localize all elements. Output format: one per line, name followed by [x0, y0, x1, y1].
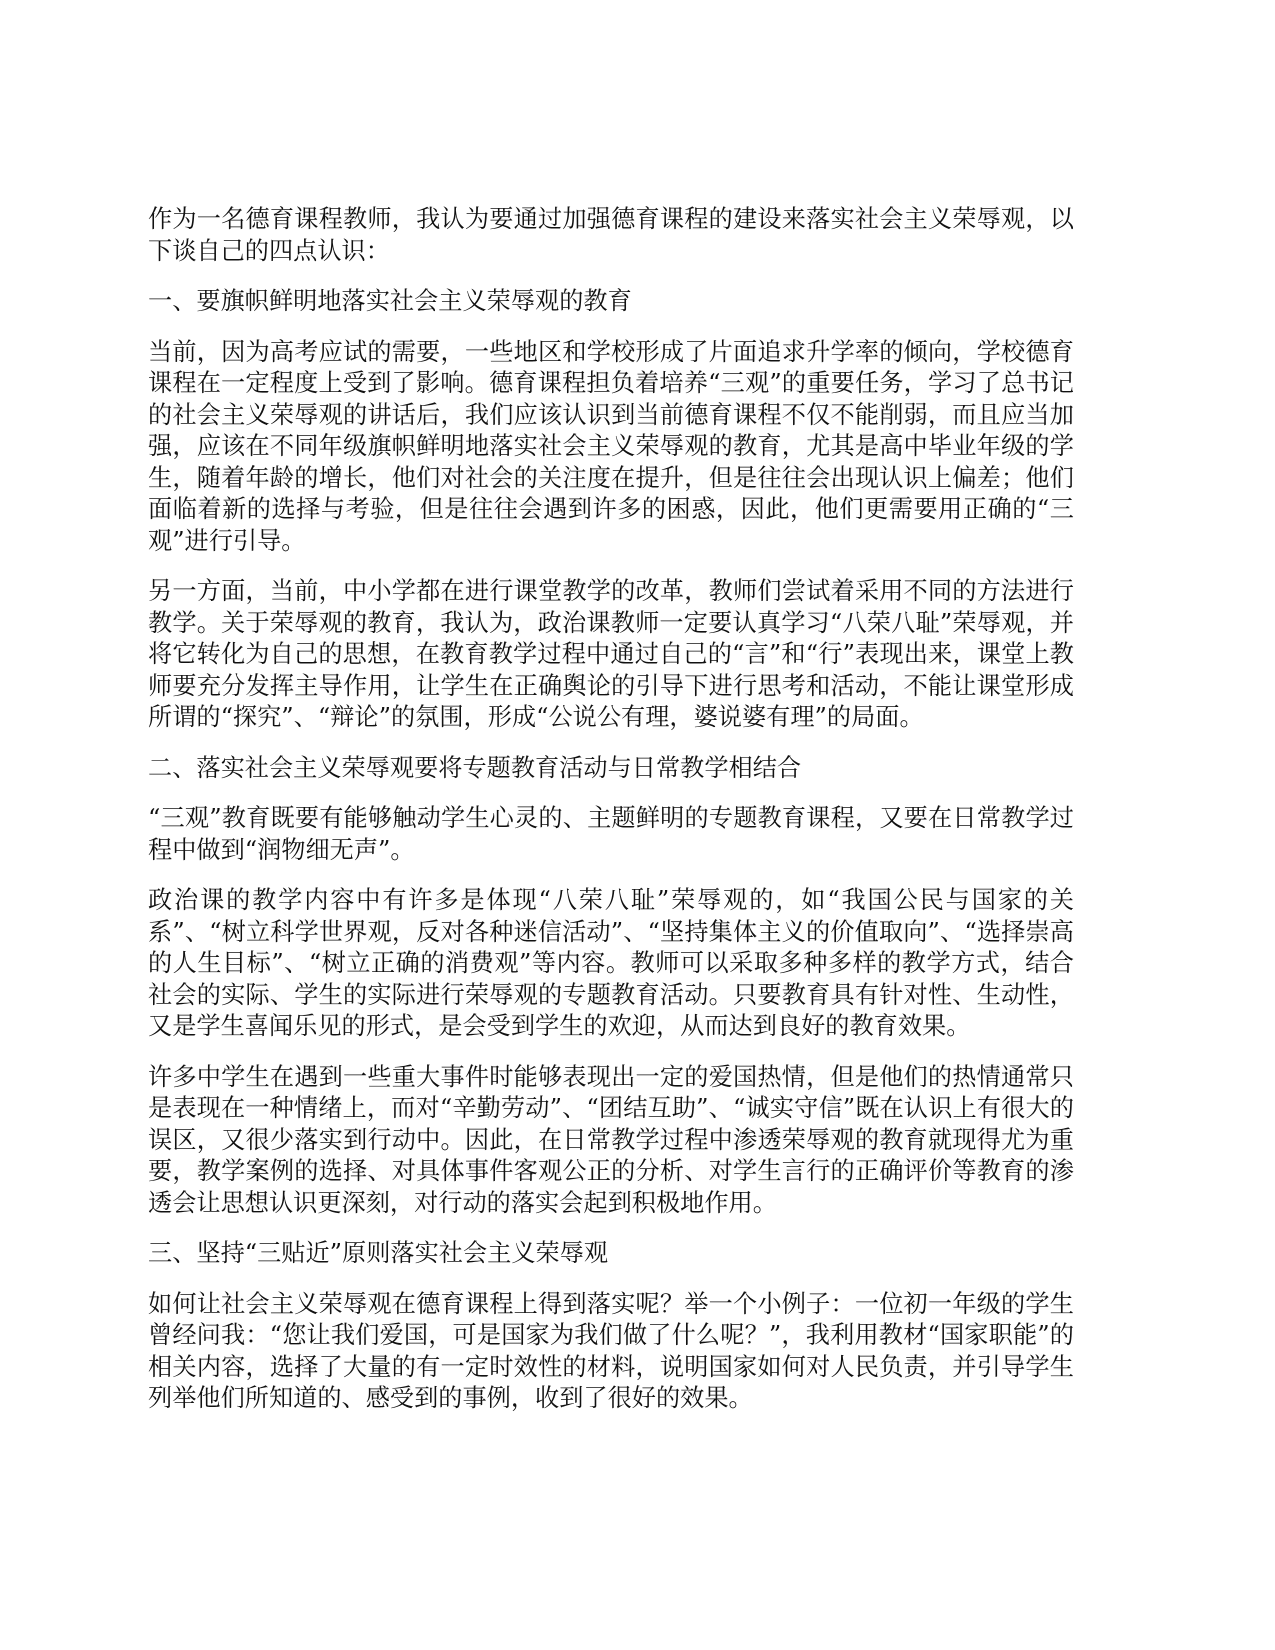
- paragraph-body: 当前，因为高考应试的需要，一些地区和学校形成了片面追求升学率的倾向，学校德育课程在一定程度上受到了影响。德育课程担负着培养“三观”的重要任务，学习了总书记的社会主义荣辱观的讲话后，我们应该认识到当前德育课程不仅不能削弱，而且应当加强，应该在不同年级旗帜鲜明地落实社会主义荣辱观的教育，尤其是高中毕业年级的学生，随着年龄的增长，他们对社会的关注度在提升，但是往往会出现认识上偏差；他们面临着新的选择与考验，但是往往会遇到许多的困惑，因此，他们更需要用正确的“三观”进行引导。: [148, 337, 1074, 555]
- paragraph-body: “三观”教育既要有能够触动学生心灵的、主题鲜明的专题教育课程，又要在日常教学过程中做到“润物细无声”。: [148, 804, 1074, 864]
- paragraph-intro: 作为一名德育课程教师，我认为要通过加强德育课程的建设来落实社会主义荣辱观，以下谈自己的四点认识：: [148, 205, 1074, 265]
- paragraph-body: 许多中学生在遇到一些重大事件时能够表现出一定的爱国热情，但是他们的热情通常只是表现在一种情绪上，而对“辛勤劳动”、“团结互助”、“诚实守信”既在认识上有很大的误区，又很少落实到行动中。因此，在日常教学过程中渗透荣辱观的教育就现得尤为重要，教学案例的选择、对具体事件客观公正的分析、对学生言行的正确评价等教育的渗透会让思想认识更深刻，对行动的落实会起到积极地作用。: [148, 1062, 1074, 1217]
- paragraph-body: 如何让社会主义荣辱观在德育课程上得到落实呢？举一个小例子：一位初一年级的学生曾经问我：“您让我们爱国，可是国家为我们做了什么呢？”，我利用教材“国家职能”的相关内容，选择了大量的有一定时效性的材料，说明国家如何对人民负责，并引导学生列举他们所知道的、感受到的事例，收到了很好的效果。: [148, 1289, 1074, 1412]
- document-body: [148, 204, 1074, 1434]
- section-heading-2: 二、落实社会主义荣辱观要将专题教育活动与日常教学相结合: [148, 753, 802, 782]
- section-heading-3: 三、坚持“三贴近”原则落实社会主义荣辱观: [148, 1239, 609, 1267]
- section-heading-1: 一、要旗帜鲜明地落实社会主义荣辱观的教育: [148, 287, 632, 315]
- paragraph-body: 另一方面，当前，中小学都在进行课堂教学的改革，教师们尝试着采用不同的方法进行教学。关于荣辱观的教育，我认为，政治课教师一定要认真学习“八荣八耻”荣辱观，并将它转化为自己的思想，在教育教学过程中通过自己的“言”和“行”表现出来，课堂上教师要充分发挥主导作用，让学生在正确舆论的引导下进行思考和活动，不能让课堂形成所谓的“探究”、“辩论”的氛围，形成“公说公有理，婆说婆有理”的局面。: [148, 577, 1074, 731]
- paragraph-body: 政治课的教学内容中有许多是体现“八荣八耻”荣辱观的，如“我国公民与国家的关系”、“树立科学世界观，反对各种迷信活动”、“坚持集体主义的价值取向”、“选择崇高的人生目标”、“树立正确的消费观”等内容。教师可以采取多种多样的教学方式，结合社会的实际、学生的实际进行荣辱观的专题教育活动。只要教育具有针对性、生动性，又是学生喜闻乐见的形式，是会受到学生的欢迎，从而达到良好的教育效果。: [148, 886, 1074, 1040]
